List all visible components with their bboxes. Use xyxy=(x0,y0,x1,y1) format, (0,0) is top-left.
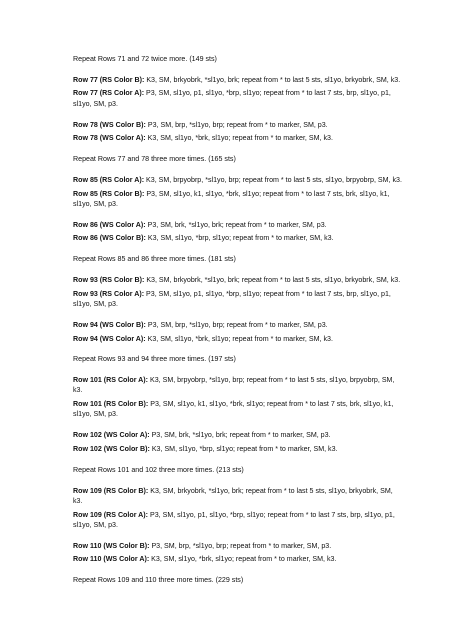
row-text: K3, SM, brkyobrk, *sl1yo, brk; repeat from * to last 5 sts, sl1yo, brkyobrk, SM, k3. xyxy=(144,275,401,284)
repeat-instruction: Repeat Rows 93 and 94 three more times. (197 sts) xyxy=(73,355,236,364)
row-text: P3, SM, brp, *sl1yo, brp; repeat from * to marker, SM, p3. xyxy=(145,320,328,329)
row-text: K3, SM, sl1yo, *brp, sl1yo; repeat from * to marker, SM, k3. xyxy=(149,444,338,453)
row-instruction xyxy=(73,486,402,507)
row-label: Row 86 (WS Color A): xyxy=(73,220,146,229)
row-instruction xyxy=(73,88,402,109)
row-label: Row 101 (RS Color A): xyxy=(73,376,149,385)
row-text: K3, SM, brpyobrp, *sl1yo, brp; repeat from * to last 5 sts, sl1yo, brpyobrp, SM, k3. xyxy=(73,376,395,395)
row-label: Row 102 (WS Color A): xyxy=(73,431,150,440)
row-instruction xyxy=(73,120,402,130)
row-label: Row 78 (WS Color B): xyxy=(73,120,146,129)
row-text: K3, SM, brkyobrk, *sl1yo, brk; repeat from * to last 5 sts, sl1yo, brkyobrk, SM, k3. xyxy=(73,486,393,505)
row-label: Row 78 (WS Color A): xyxy=(73,134,146,143)
row-text: P3, SM, brp, *sl1yo, brp; repeat from * to marker, SM, p3. xyxy=(149,541,332,550)
row-text: K3, SM, sl1yo, *brk, sl1yo; repeat from * to marker, SM, k3. xyxy=(145,334,333,343)
row-text: P3, SM, sl1yo, k1, sl1yo, *brk, sl1yo; repeat from * to last 7 sts, brk, sl1yo, k1, sl1yo, SM, p3. xyxy=(73,400,394,419)
row-text: K3, SM, sl1yo, *brk, sl1yo; repeat from * to marker, SM, k3. xyxy=(149,555,337,564)
row-instruction xyxy=(73,275,402,285)
row-instruction xyxy=(73,510,402,531)
row-label: Row 102 (WS Color B): xyxy=(73,444,150,453)
row-text: P3, SM, sl1yo, p1, sl1yo, *brp, sl1yo; repeat from * to last 7 sts, brp, sl1yo, p1, sl1yo, SM, p3. xyxy=(73,89,391,108)
row-instruction xyxy=(73,75,402,85)
row-text: P3, SM, brk, *sl1yo, brk; repeat from * to marker, SM, p3. xyxy=(149,431,331,440)
row-label: Row 110 (WS Color B): xyxy=(73,541,150,550)
pattern-instructions xyxy=(73,54,402,586)
row-text: K3, SM, sl1yo, *brp, sl1yo; repeat from * to marker, SM, k3. xyxy=(145,234,334,243)
row-label: Row 77 (RS Color B): xyxy=(73,75,145,84)
row-label: Row 93 (RS Color A): xyxy=(73,289,145,298)
repeat-instruction: Repeat Rows 85 and 86 three more times. (181 sts) xyxy=(73,255,236,264)
row-text: P3, SM, sl1yo, k1, sl1yo, *brk, sl1yo; repeat from * to last 7 sts, brk, sl1yo, k1, sl1yo, SM, p3. xyxy=(73,189,390,208)
row-instruction xyxy=(73,233,402,243)
row-instruction xyxy=(73,189,402,210)
row-instruction xyxy=(73,399,402,420)
row-instruction xyxy=(73,375,402,396)
row-label: Row 109 (RS Color B): xyxy=(73,486,149,495)
row-instruction xyxy=(73,320,402,330)
repeat-instruction: Repeat Rows 101 and 102 three more times. (213 sts) xyxy=(73,465,244,474)
row-instruction xyxy=(73,133,402,143)
row-label: Row 93 (RS Color B): xyxy=(73,275,145,284)
row-text: P3, SM, brk, *sl1yo, brk; repeat from * to marker, SM, p3. xyxy=(145,220,327,229)
row-text: P3, SM, brp, *sl1yo, brp; repeat from * to marker, SM, p3. xyxy=(145,120,328,129)
row-label: Row 101 (RS Color B): xyxy=(73,400,149,409)
row-instruction xyxy=(73,541,402,551)
row-text: P3, SM, sl1yo, p1, sl1yo, *brp, sl1yo; repeat from * to last 7 sts, brp, sl1yo, p1, sl1yo, SM, p3. xyxy=(73,510,395,529)
row-instruction xyxy=(73,175,402,185)
row-label: Row 77 (RS Color A): xyxy=(73,89,145,98)
row-instruction xyxy=(73,444,402,454)
row-instruction xyxy=(73,289,402,310)
row-label: Row 85 (RS Color A): xyxy=(73,175,145,184)
repeat-instruction: Repeat Rows 109 and 110 three more times. (229 sts) xyxy=(73,576,244,585)
row-instruction xyxy=(73,334,402,344)
row-text: K3, SM, brpyobrp, *sl1yo, brp; repeat from * to last 5 sts, sl1yo, brpyobrp, SM, k3. xyxy=(144,175,402,184)
row-instruction xyxy=(73,220,402,230)
row-text: K3, SM, sl1yo, *brk, sl1yo; repeat from * to marker, SM, k3. xyxy=(145,134,333,143)
row-label: Row 85 (RS Color B): xyxy=(73,189,145,198)
row-label: Row 94 (WS Color A): xyxy=(73,334,146,343)
row-text: K3, SM, brkyobrk, *sl1yo, brk; repeat from * to last 5 sts, sl1yo, brkyobrk, SM, k3. xyxy=(144,75,401,84)
row-instruction xyxy=(73,554,402,564)
row-label: Row 86 (WS Color B): xyxy=(73,234,146,243)
repeat-instruction: Repeat Rows 77 and 78 three more times. (165 sts) xyxy=(73,155,236,164)
row-label: Row 109 (RS Color A): xyxy=(73,510,149,519)
row-text: P3, SM, sl1yo, p1, sl1yo, *brp, sl1yo; repeat from * to last 7 sts, brp, sl1yo, p1, sl1yo, SM, p3. xyxy=(73,289,391,308)
repeat-instruction: Repeat Rows 71 and 72 twice more. (149 sts) xyxy=(73,55,217,63)
row-instruction xyxy=(73,430,402,440)
row-label: Row 110 (WS Color A): xyxy=(73,555,150,564)
row-label: Row 94 (WS Color B): xyxy=(73,320,146,329)
